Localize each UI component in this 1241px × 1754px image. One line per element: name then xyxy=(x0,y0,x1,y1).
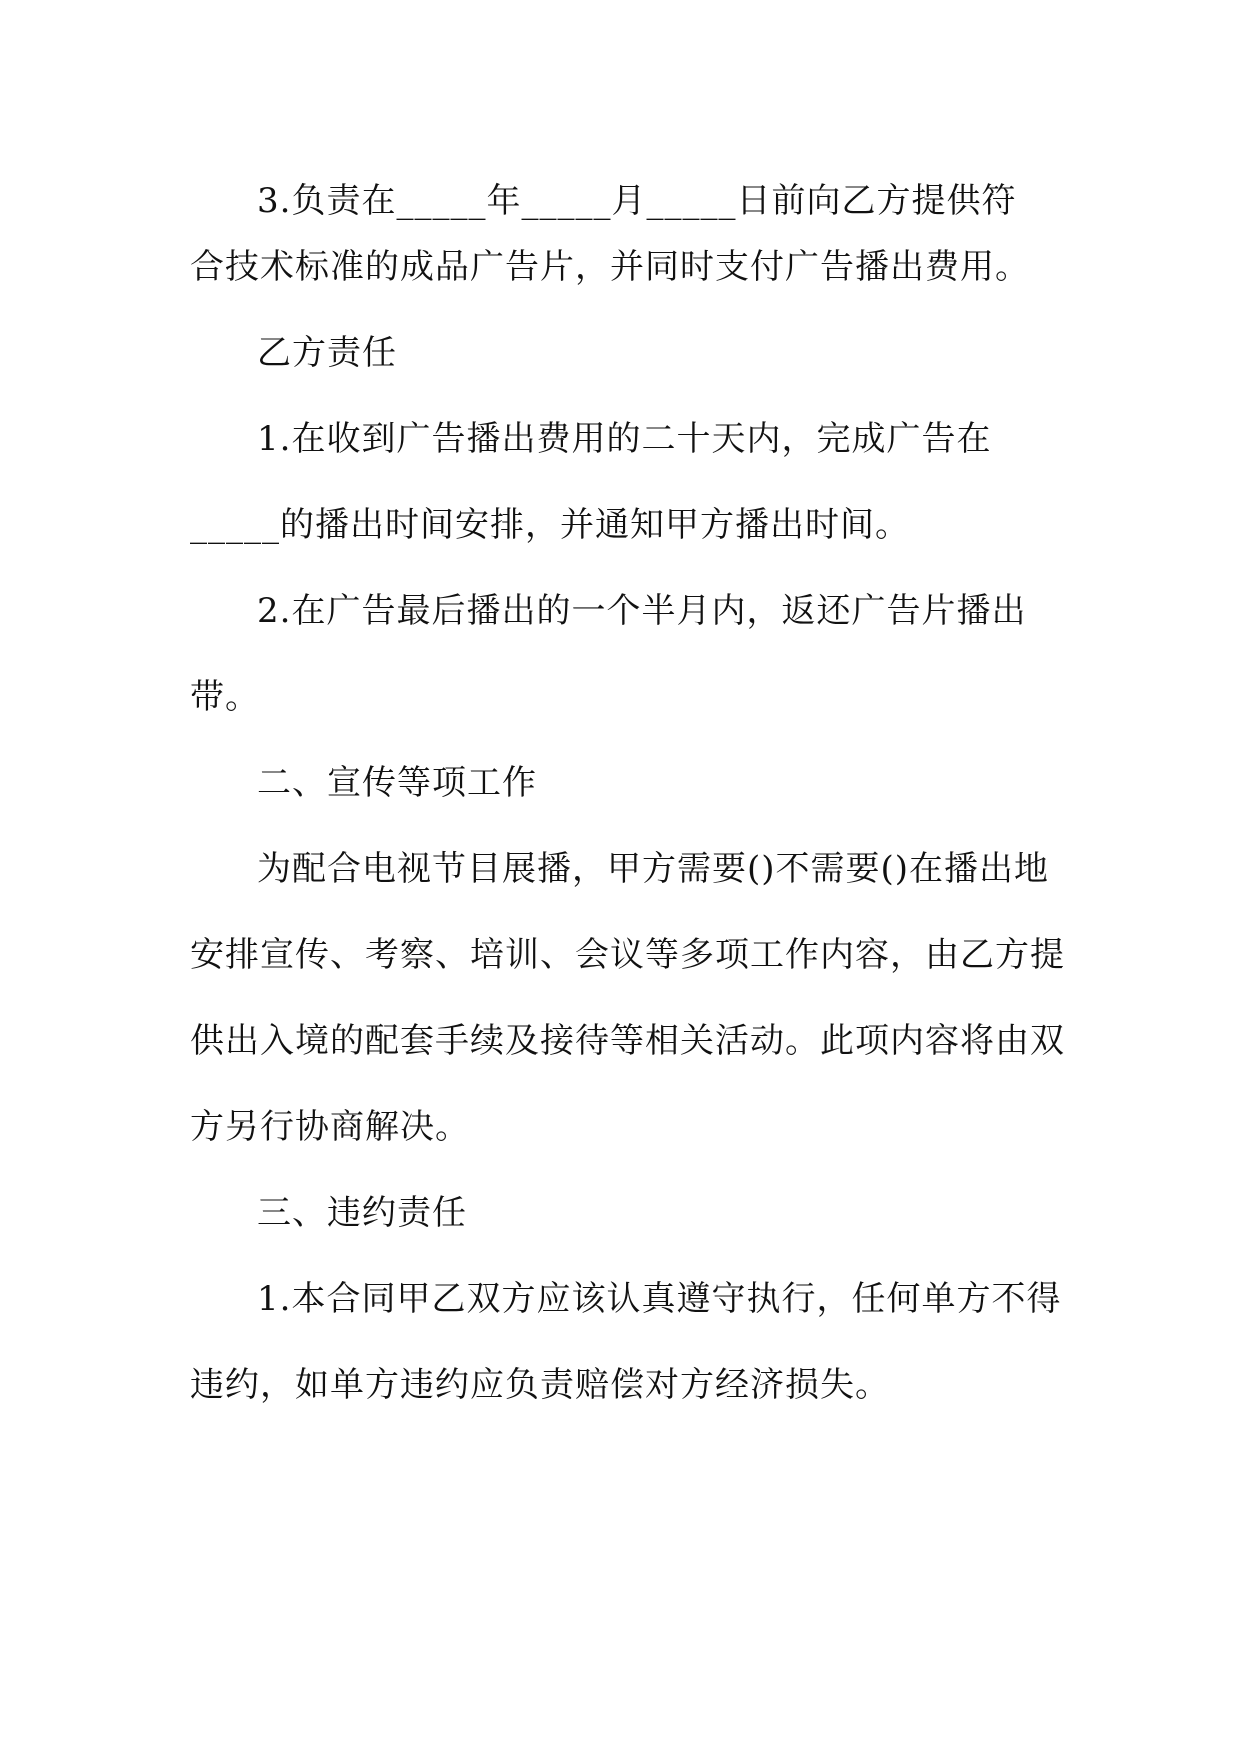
section-heading: 二、宣传等项工作 xyxy=(257,763,537,803)
section-heading: 三、违约责任 xyxy=(257,1193,467,1233)
paragraph-line: 2.在广告最后播出的一个半月内，返还广告片播出 xyxy=(257,591,1027,631)
section-heading: 乙方责任 xyxy=(257,333,397,373)
paragraph-line: 安排宣传、考察、培训、会议等多项工作内容，由乙方提 xyxy=(190,935,1065,975)
paragraph-line: 为配合电视节目展播，甲方需要()不需要()在播出地 xyxy=(257,849,1050,889)
paragraph-line: 供出入境的配套手续及接待等相关活动。此项内容将由双 xyxy=(190,1021,1065,1061)
paragraph-line: 合技术标准的成品广告片，并同时支付广告播出费用。 xyxy=(190,247,1030,287)
paragraph-line: _____的播出时间安排，并通知甲方播出时间。 xyxy=(190,505,910,545)
paragraph-line: 方另行协商解决。 xyxy=(190,1107,470,1147)
paragraph-line: 3.负责在_____年_____月_____日前向乙方提供符 xyxy=(257,181,1017,221)
paragraph-line: 1.本合同甲乙双方应该认真遵守执行，任何单方不得 xyxy=(257,1279,1062,1319)
paragraph-line: 违约，如单方违约应负责赔偿对方经济损失。 xyxy=(190,1365,890,1405)
paragraph-line: 带。 xyxy=(190,677,260,717)
paragraph-line: 1.在收到广告播出费用的二十天内，完成广告在 xyxy=(257,419,992,459)
